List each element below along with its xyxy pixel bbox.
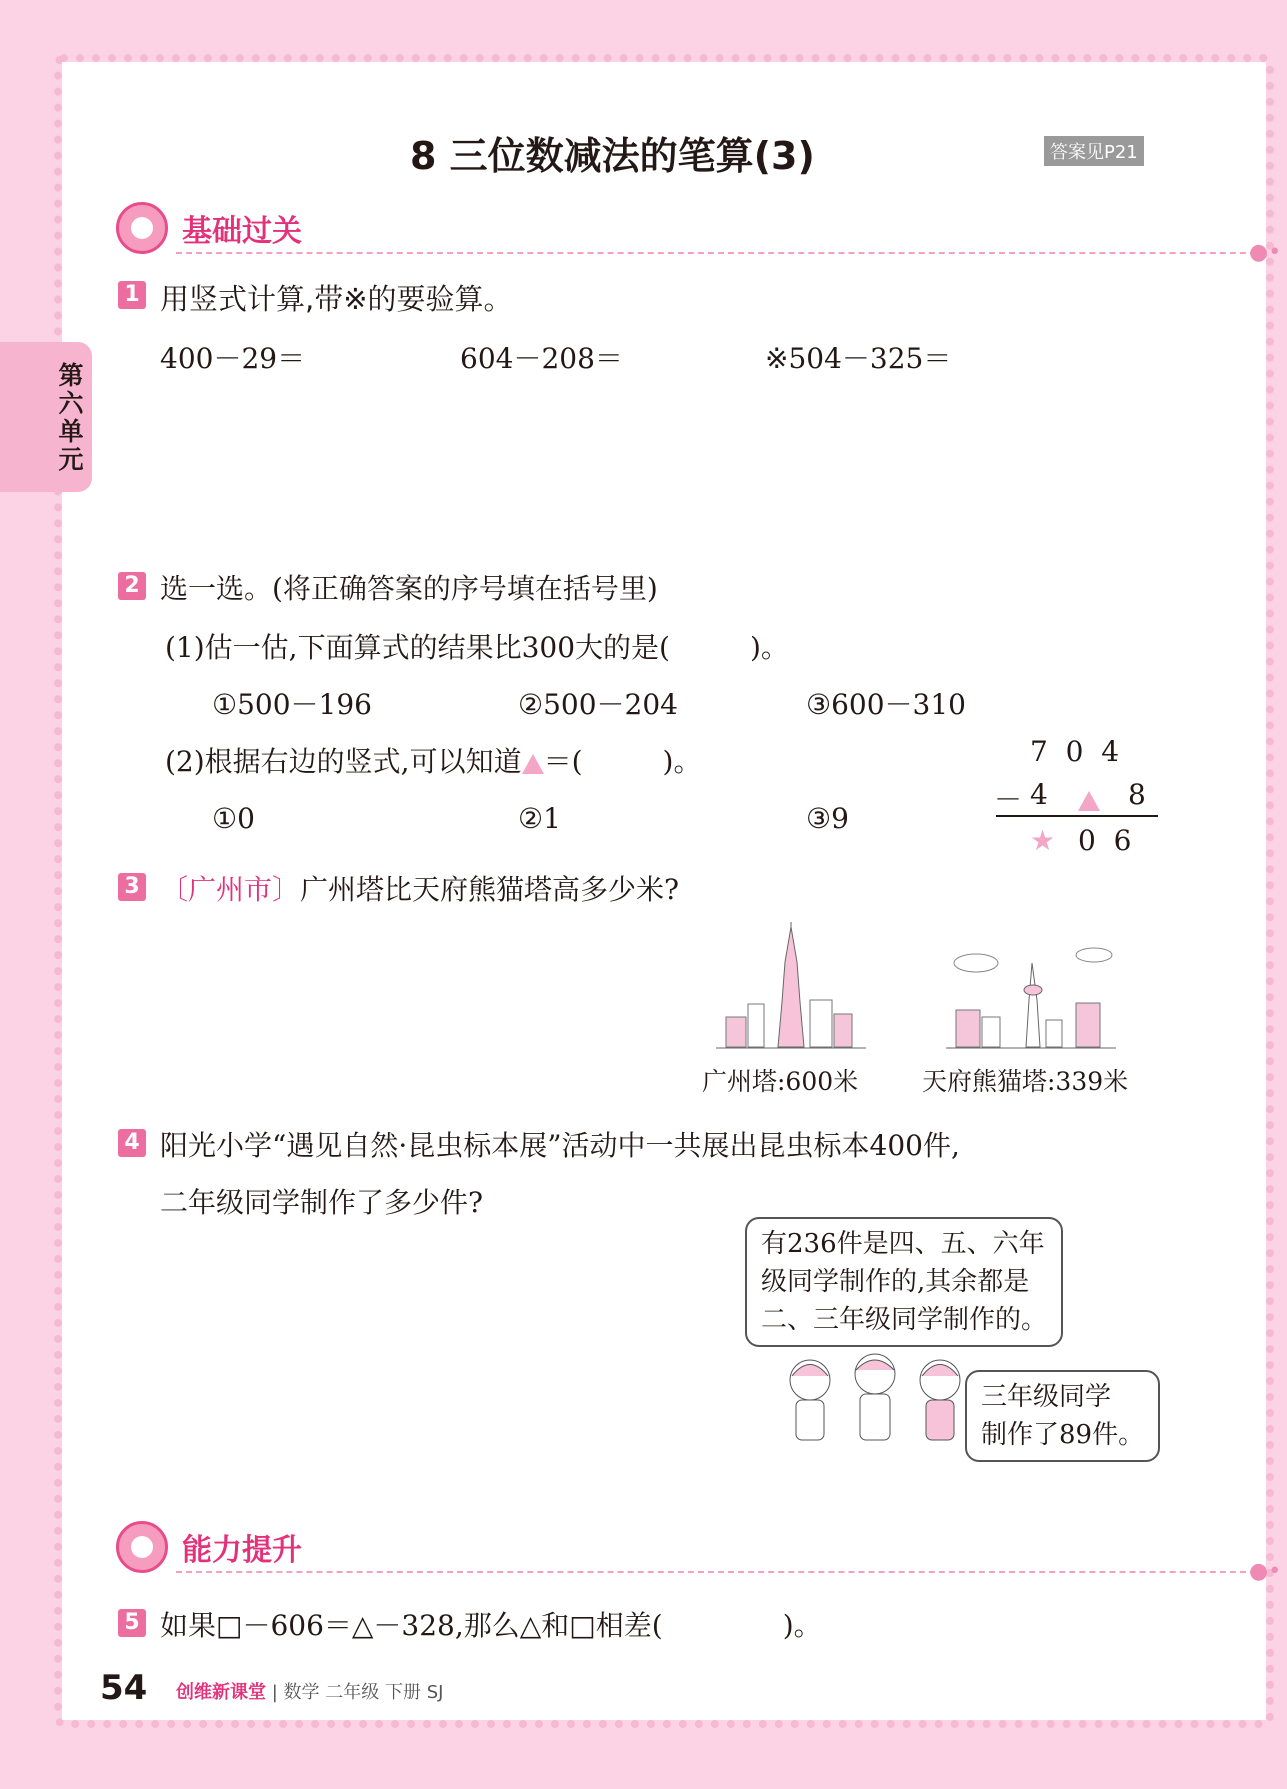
footer-brand: 创维新课堂 <box>176 1682 266 1703</box>
q3-caption-1: 广州塔:600米 <box>702 1067 859 1096</box>
q2-p1-option-3: ③600－310 <box>806 688 966 721</box>
page-title: 8 三位数减法的笔算(3) <box>410 134 815 178</box>
speech-bubble-2 <box>965 1370 1160 1462</box>
q2-part2-text: (2)根据右边的竖式,可以知道 <box>165 745 522 778</box>
vertical-operator: － <box>994 783 1023 816</box>
vertical-row-1: 7 0 4 <box>1030 735 1120 768</box>
question-number: 3 <box>118 873 146 901</box>
vertical-row-2-triangle <box>1078 782 1100 815</box>
q2-part2 <box>165 740 701 780</box>
star-icon: ★ <box>1030 824 1056 857</box>
q3-region-tag: 〔广州市〕 <box>160 873 301 906</box>
q1-item-1: 400－29＝ <box>160 342 306 375</box>
question-number: 4 <box>118 1129 146 1157</box>
q5-text: 如果□－606＝△－328,那么△和□相差( <box>160 1609 663 1642</box>
q2-p2-option-1: ①0 <box>212 802 255 835</box>
vertical-divider <box>996 815 1158 817</box>
section-advanced-label: 能力提升 <box>182 1533 302 1568</box>
footer-separator: | <box>271 1682 278 1703</box>
bubble-1-line: 级同学制作的,其余都是 <box>761 1267 1030 1297</box>
mascot-icon <box>116 202 168 254</box>
bubble-1-line: 有236件是四、五、六年 <box>761 1229 1045 1259</box>
triangle-icon <box>522 754 544 774</box>
q3-caption-2: 天府熊猫塔:339米 <box>922 1067 1129 1096</box>
section-divider <box>176 252 1266 254</box>
q2-p2-option-3: ③9 <box>806 802 849 835</box>
bubble-2-line: 三年级同学 <box>981 1382 1112 1412</box>
q4-line-2: 二年级同学制作了多少件? <box>160 1186 484 1219</box>
footer <box>176 1678 443 1704</box>
q2-part1 <box>165 626 789 666</box>
panda-tower-illustration <box>946 945 1116 1050</box>
page-number: 54 <box>100 1668 148 1708</box>
footer-info: 数学 二年级 下册 SJ <box>283 1682 444 1703</box>
section-basic-label: 基础过关 <box>182 214 302 249</box>
unit-tab-label: 第六单元 <box>58 361 84 474</box>
vertical-row-2-digit-a: 4 <box>1030 778 1048 811</box>
q2-part2-mid: ＝( <box>543 745 583 778</box>
q1-prompt: 用竖式计算,带※的要验算。 <box>160 282 513 316</box>
bubble-2-line: 制作了89件。 <box>981 1420 1145 1450</box>
canton-tower-illustration <box>716 922 866 1052</box>
vertical-row-3: 0 6 <box>1078 824 1132 857</box>
section-divider <box>176 1571 1266 1573</box>
q3-prompt: 广州塔比天府熊猫塔高多少米? <box>300 873 680 906</box>
speech-bubble-1 <box>745 1217 1063 1347</box>
q1-item-3: ※504－325＝ <box>765 342 952 375</box>
question-number: 2 <box>118 572 146 600</box>
dots-icon: ●• <box>1249 1559 1282 1584</box>
q3-line <box>160 868 679 908</box>
question-number: 5 <box>118 1609 146 1637</box>
dots-icon: ●• <box>1249 240 1282 265</box>
q2-p1-option-2: ②500－204 <box>518 688 678 721</box>
q2-prompt: 选一选。(将正确答案的序号填在括号里) <box>160 572 658 605</box>
children-illustration <box>780 1348 980 1448</box>
bubble-1-line: 二、三年级同学制作的。 <box>761 1305 1048 1335</box>
q2-part1-text: (1)估一估,下面算式的结果比300大的是( <box>165 631 670 664</box>
q2-p2-option-2: ②1 <box>518 802 561 835</box>
mascot-icon <box>116 1521 168 1573</box>
q4-line-1: 阳光小学“遇见自然·昆虫标本展”活动中一共展出昆虫标本400件, <box>160 1129 960 1162</box>
q5-end: )。 <box>782 1609 822 1642</box>
q5-line <box>160 1604 822 1644</box>
answer-reference-badge: 答案见P21 <box>1044 136 1144 166</box>
question-number: 1 <box>118 281 146 309</box>
triangle-icon <box>1078 791 1100 811</box>
q2-p1-option-1: ①500－196 <box>212 688 372 721</box>
q2-part2-end: )。 <box>662 745 702 778</box>
q2-part1-end: )。 <box>749 631 789 664</box>
vertical-row-2-digit-b: 8 <box>1128 778 1146 811</box>
q1-item-2: 604－208＝ <box>460 342 623 375</box>
